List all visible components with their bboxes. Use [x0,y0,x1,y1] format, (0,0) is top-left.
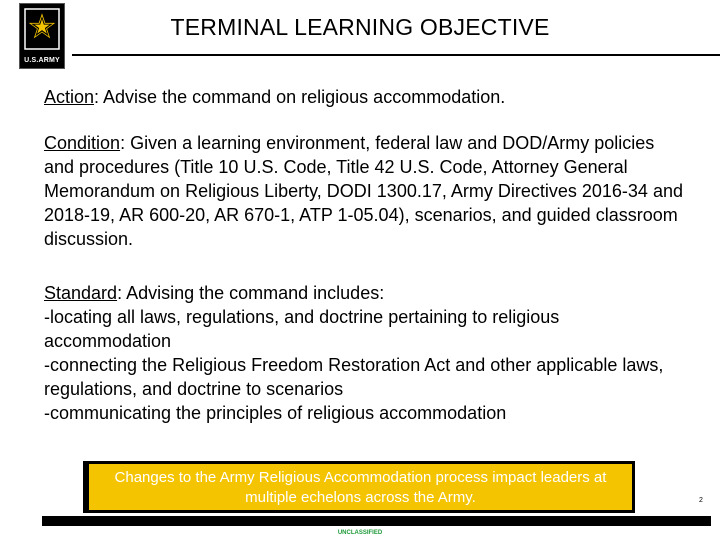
army-star-icon [22,6,62,54]
action-text: : Advise the command on religious accommodation. [94,87,506,107]
page-number: 2 [699,497,703,504]
header-divider [72,54,720,56]
slide-title: TERMINAL LEARNING OBJECTIVE [170,14,550,40]
condition-text: : Given a learning environment, federal law and DOD/Army policies and procedures (Title 10 U.S. Code, Title 42 U.S. Code, Attorney General Memorandum on Religious Liberty, DODI 1300.17, Army Directives 2016-34 and 2018-19, AR 600-20, AR 670-1, ATP 1-05.04), scenarios, and guided classroom discussion. [44,133,683,249]
footer-bar [42,516,711,526]
standard-item: -communicating the principles of religious accommodation [44,403,507,423]
callout-box [83,461,635,513]
standard-item: -locating all laws, regulations, and doctrine pertaining to religious accommodation [44,307,560,351]
standard-heading [44,281,684,305]
standard-item: -connecting the Religious Freedom Restoration Act and other applicable laws, regulations, and doctrine to scenarios [44,355,664,399]
us-army-logo [19,3,65,69]
standard-label: Standard [44,283,118,303]
condition-label: Condition [44,133,121,153]
logo-wordmark: U.S.ARMY [24,57,60,64]
classification-marking: UNCLASSIFIED [337,530,383,536]
action-paragraph [44,85,684,109]
callout-text: Changes to the Army Religious Accommodation process impact leaders at multiple echelons across the Army. [114,469,607,506]
action-label: Action [44,87,95,107]
standard-text: : Advising the command includes: [117,283,385,303]
standard-paragraph [44,281,684,425]
condition-paragraph [44,131,684,251]
